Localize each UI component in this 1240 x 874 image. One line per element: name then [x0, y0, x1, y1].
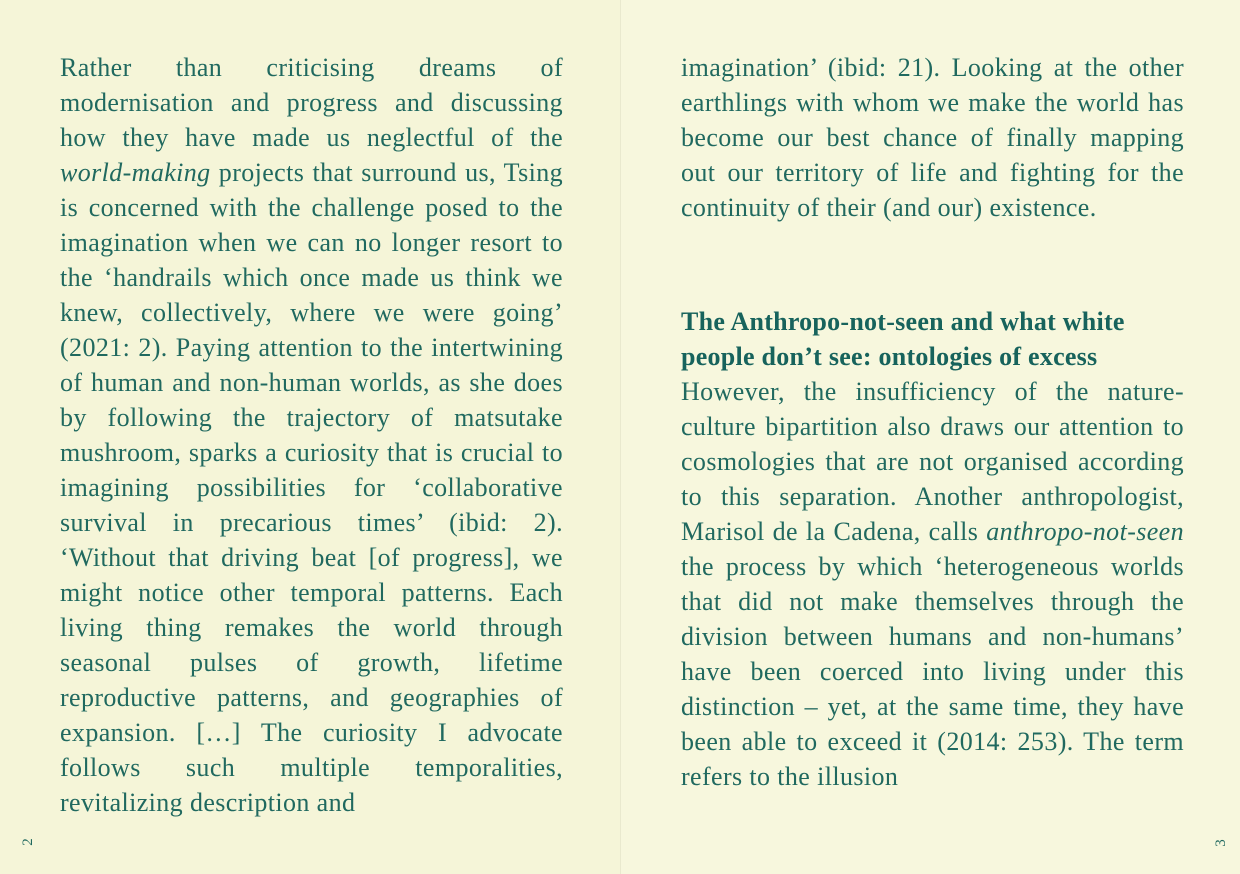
page-number-left: 2: [20, 838, 36, 846]
italic-term-world-making: world-making: [60, 158, 211, 187]
italic-term-anthropo-not-seen: anthropo-not-seen: [986, 517, 1184, 546]
section-heading: The Anthropo-not-seen and what white people don’t see: ontologies of excess: [681, 307, 1125, 371]
paragraph-segment: projects that surround us, Tsing is concerned with the challenge posed to the imagination when we can no longer resort to the ‘handrails which once made us think we knew, collectively, where we were going’ (2021: 2). Paying attention to the intertwining of human and non-human worlds, as she does by following the trajectory of matsutake mushroom, sparks a curiosity that is crucial to imagining possibilities for ‘collaborative survival in precarious times’ (ibid: 2). ‘Without that driving beat [of progress], we might notice other temporal patterns. Each living thing remakes the world through seasonal pulses of growth, lifetime reproductive patterns, and geographies of expansion. […] The curiosity I advocate follows such multiple temporalities, revitalizing description and: [60, 158, 563, 817]
right-page-text-block: [681, 50, 1184, 794]
paragraph-segment: Rather than criticising dreams of modernisation and progress and discussing how they have made us neglectful of the: [60, 53, 563, 152]
right-page: [620, 0, 1240, 874]
right-page-paragraph-continuation: imagination’ (ibid: 21). Looking at the other earthlings with whom we make the world has become our best chance of finally mapping out our territory of life and fighting for the continuity of their (and our) existence.: [681, 53, 1184, 222]
left-page-paragraph: [60, 50, 563, 820]
left-page-text-block: [60, 50, 563, 820]
paragraph-segment: However, the insufficiency of the nature-culture bipartition also draws our attention to cosmologies that are not organised according to this separation. Another anthropologist, Marisol de la Cadena, calls: [681, 377, 1184, 546]
right-page-paragraph: [681, 374, 1184, 794]
paragraph-segment: the process by which ‘heterogeneous worlds that did not make themselves through the division between humans and non-humans’ have been coerced into living under this distinction – yet, at the same time, they have been able to exceed it (2014: 253). The term refers to the illusion: [681, 552, 1184, 791]
page-number-right: 3: [1213, 839, 1229, 847]
